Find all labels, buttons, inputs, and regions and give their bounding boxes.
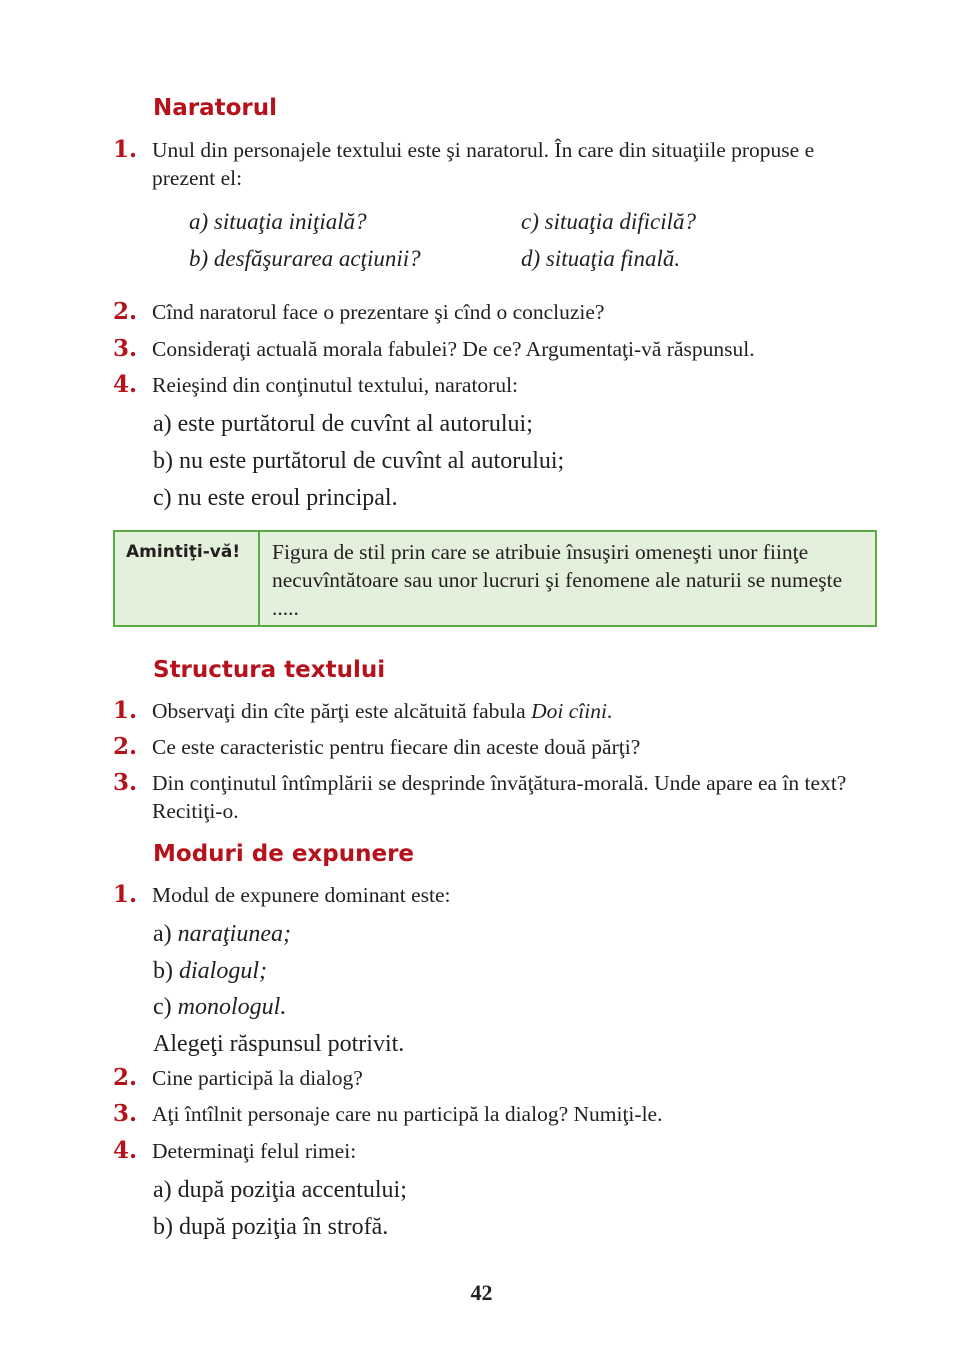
question-text: Aţi întîlnit personaje care nu participă la dialog? Numiţi-le. xyxy=(152,1102,663,1126)
option-a: a) după poziţia accentului; xyxy=(153,1177,407,1203)
question-text: Cînd naratorul face o prezentare şi cînd o concluzie? xyxy=(152,300,605,324)
section-heading-structura: Structura textului xyxy=(153,657,386,683)
option-d: d) situaţia finală. xyxy=(521,246,681,271)
option-a: a) situaţia iniţială? xyxy=(189,209,367,234)
question-text: Ce este caracteristic pentru fiecare din aceste două părţi? xyxy=(152,735,641,759)
question-number: 2. xyxy=(113,1064,138,1091)
fable-title: Doi cîini xyxy=(531,699,607,723)
question-number: 1. xyxy=(113,136,138,163)
page-number: 42 xyxy=(470,1280,493,1305)
question-number: 1. xyxy=(113,697,138,724)
question-number: 2. xyxy=(113,733,138,760)
instruction-text: Alegeţi răspunsul potrivit. xyxy=(153,1031,405,1057)
reminder-box xyxy=(113,530,877,627)
option-b: b) nu este purtătorul de cuvînt al autorului; xyxy=(153,448,565,474)
reminder-text: Figura de stil prin care se atribuie însuşiri omeneşti unor fiinţe necuvîntătoare sau unor lucruri şi fenomene ale naturii se numeşte ..... xyxy=(272,540,843,620)
question-number: 1. xyxy=(113,881,138,908)
option-b: b) după poziţia în strofă. xyxy=(153,1214,389,1240)
question-text: Consideraţi actuală morala fabulei? De ce? Argumentaţi-vă răspunsul. xyxy=(152,337,755,361)
option-a: a) este purtătorul de cuvînt al autorului; xyxy=(153,411,533,437)
question-text: Reieşind din conţinutul textului, naratorul: xyxy=(152,373,519,397)
question-number: 4. xyxy=(113,371,138,398)
section-heading-moduri: Moduri de expunere xyxy=(153,841,415,867)
option-c: c) monologul. xyxy=(153,994,287,1020)
option-b: b) dialogul; xyxy=(153,958,267,984)
question-text: Observaţi din cîte părţi este alcătuită fabula Doi cîini. xyxy=(152,699,613,723)
question-text: Determinaţi felul rimei: xyxy=(152,1139,357,1163)
question-text: Cine participă la dialog? xyxy=(152,1066,363,1090)
question-number: 3. xyxy=(113,769,138,796)
question-number: 3. xyxy=(113,1100,138,1127)
reminder-label: Amintiţi-vă! xyxy=(115,532,260,625)
question-text: Din conţinutul întîmplării se desprinde învăţătura-morală. Unde apare ea în text? Recitiţi-o. xyxy=(152,771,847,823)
option-c: c) situaţia dificilă? xyxy=(521,209,697,234)
question-number: 2. xyxy=(113,298,138,325)
option-c: c) nu este eroul principal. xyxy=(153,485,398,511)
question-text: Modul de expunere dominant este: xyxy=(152,883,451,907)
option-b: b) desfăşurarea acţiunii? xyxy=(189,246,421,271)
question-number: 4. xyxy=(113,1137,138,1164)
question-number: 3. xyxy=(113,335,138,362)
question-text: Unul din personajele textului este şi naratorul. În care din situaţiile propuse e prezent el: xyxy=(152,138,815,190)
option-a: a) naraţiunea; xyxy=(153,921,291,947)
section-heading-naratorul: Naratorul xyxy=(153,95,278,121)
